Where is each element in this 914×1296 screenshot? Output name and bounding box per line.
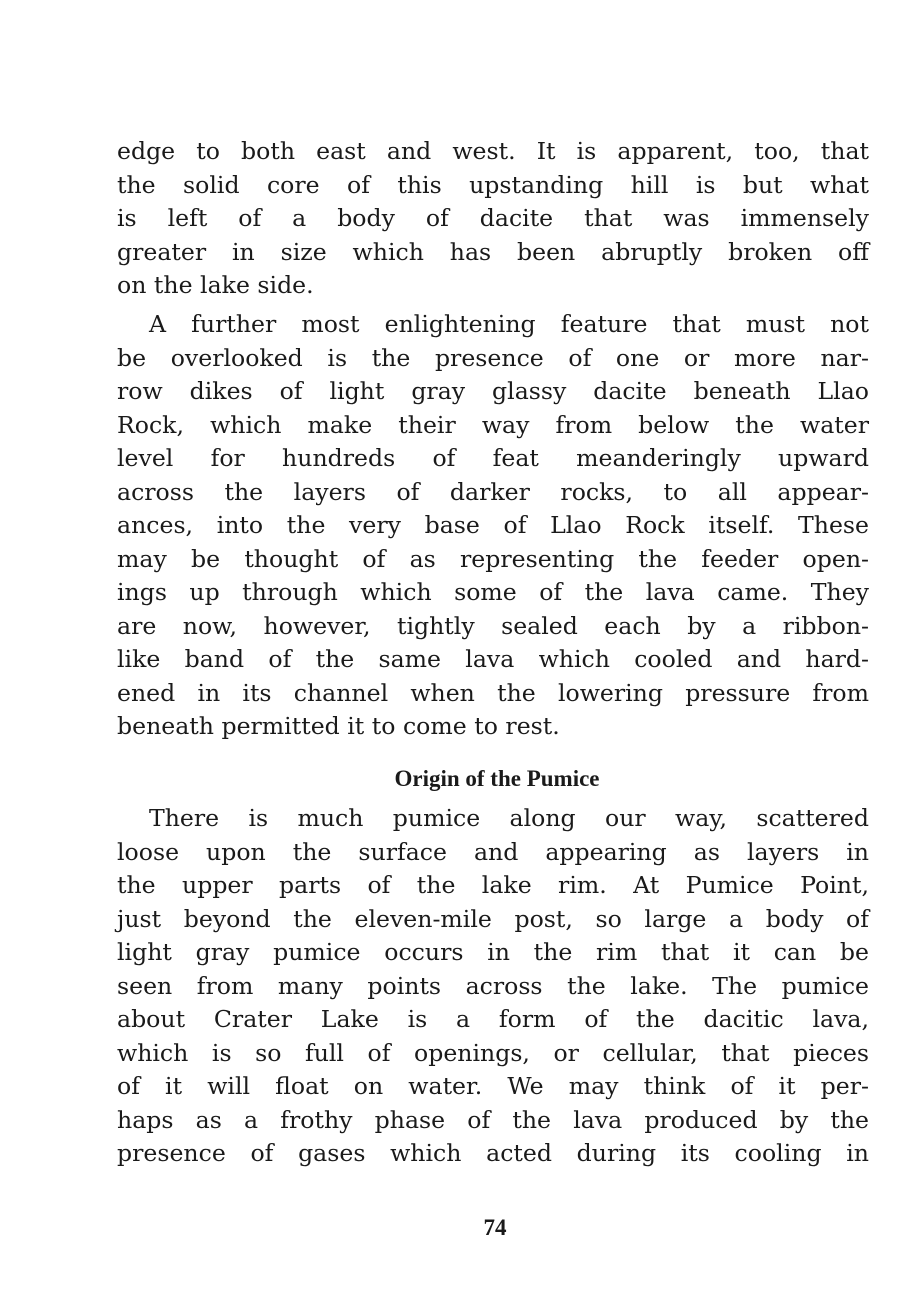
paragraph-3 (117, 802, 869, 1171)
text-line: level for hundreds of feat meanderingly upward (117, 444, 869, 472)
text-line: about Crater Lake is a form of the dacitic lava, (117, 1005, 869, 1033)
paragraph-1 (117, 135, 869, 303)
text-line: like band of the same lava which cooled and hard- (117, 645, 869, 673)
text-line: which is so full of openings, or cellular, that pieces (117, 1038, 869, 1067)
page-number-text: 74 (483, 1215, 507, 1240)
text-line: on the lake side. (117, 271, 314, 299)
text-line: haps as a frothy phase of the lava produced by the (117, 1105, 869, 1134)
section-heading-text: Origin of the Pumice (394, 766, 600, 791)
text-line: edge to both east and west. It is apparent, too, that (117, 137, 869, 165)
text-line: light gray pumice occurs in the rim that it can be (117, 938, 869, 966)
text-line: just beyond the eleven-mile post, so large a body of (117, 904, 869, 933)
text-line: A further most enlightening feature that must not (149, 310, 869, 338)
text-line: seen from many points across the lake. The pumice (117, 971, 869, 1000)
text-line: ened in its channel when the lowering pressure from (117, 678, 869, 707)
text-line: Rock, which make their way from below the water (117, 410, 869, 439)
text-line: greater in size which has been abruptly broken off (117, 237, 869, 266)
text-line: the solid core of this upstanding hill is but what (117, 170, 869, 199)
section-heading (0, 762, 914, 796)
page-number (0, 1215, 914, 1241)
text-line: row dikes of light gray glassy dacite beneath Llao (117, 377, 869, 405)
text-line: be overlooked is the presence of one or more nar- (117, 343, 869, 372)
text-line: ances, into the very base of Llao Rock itself. These (117, 511, 869, 539)
text-line: may be thought of as representing the feeder open- (117, 544, 869, 573)
text-line: ings up through which some of the lava came. They (117, 578, 869, 606)
text-line: presence of gases which acted during its cooling in (117, 1139, 869, 1167)
text-line: of it will float on water. We may think of it per- (117, 1072, 869, 1100)
text-line: across the layers of darker rocks, to all appear- (117, 477, 869, 506)
paragraph-2 (117, 308, 869, 744)
text-line: the upper parts of the lake rim. At Pumice Point, (117, 871, 869, 899)
text-line: There is much pumice along our way, scattered (149, 804, 869, 832)
text-line: beneath permitted it to come to rest. (117, 712, 560, 740)
text-line: are now, however, tightly sealed each by a ribbon- (117, 611, 869, 640)
text-line: loose upon the surface and appearing as layers in (117, 837, 869, 866)
text-line: is left of a body of dacite that was immensely (117, 204, 869, 232)
